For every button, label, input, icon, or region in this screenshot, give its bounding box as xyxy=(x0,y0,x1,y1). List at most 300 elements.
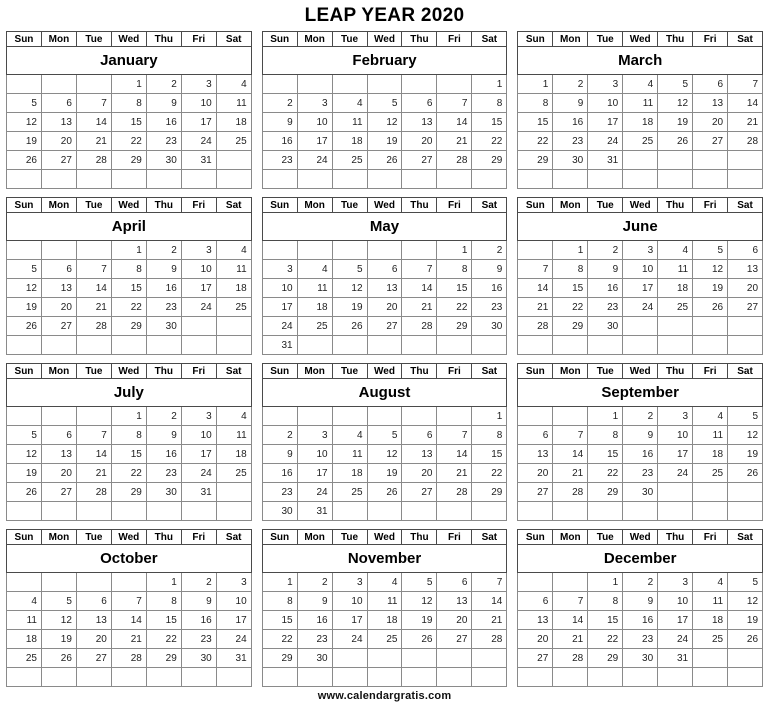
day-cell-march-4[interactable]: 4 xyxy=(623,75,658,94)
day-cell-may-8[interactable]: 8 xyxy=(437,260,472,279)
day-cell-may-22[interactable]: 22 xyxy=(437,298,472,317)
day-cell-january-17[interactable]: 17 xyxy=(181,113,216,132)
day-cell-december-15[interactable]: 15 xyxy=(588,611,623,630)
day-cell-may-25[interactable]: 25 xyxy=(297,317,332,336)
day-cell-november-30[interactable]: 30 xyxy=(297,649,332,668)
day-cell-december-30[interactable]: 30 xyxy=(623,649,658,668)
day-cell-may-7[interactable]: 7 xyxy=(402,260,437,279)
day-cell-november-13[interactable]: 13 xyxy=(437,592,472,611)
day-cell-january-27[interactable]: 27 xyxy=(41,151,76,170)
day-cell-may-6[interactable]: 6 xyxy=(367,260,402,279)
day-cell-may-4[interactable]: 4 xyxy=(297,260,332,279)
day-cell-may-29[interactable]: 29 xyxy=(437,317,472,336)
day-cell-february-4[interactable]: 4 xyxy=(332,94,367,113)
day-cell-january-11[interactable]: 11 xyxy=(216,94,251,113)
day-cell-april-6[interactable]: 6 xyxy=(41,260,76,279)
day-cell-february-17[interactable]: 17 xyxy=(297,132,332,151)
day-cell-july-10[interactable]: 10 xyxy=(181,426,216,445)
day-cell-september-6[interactable]: 6 xyxy=(518,426,553,445)
day-cell-may-21[interactable]: 21 xyxy=(402,298,437,317)
day-cell-april-12[interactable]: 12 xyxy=(7,279,42,298)
day-cell-february-29[interactable]: 29 xyxy=(472,151,507,170)
day-cell-august-23[interactable]: 23 xyxy=(262,483,297,502)
day-cell-november-7[interactable]: 7 xyxy=(472,573,507,592)
day-cell-july-16[interactable]: 16 xyxy=(146,445,181,464)
day-cell-september-14[interactable]: 14 xyxy=(553,445,588,464)
day-cell-january-15[interactable]: 15 xyxy=(111,113,146,132)
day-cell-october-25[interactable]: 25 xyxy=(7,649,42,668)
day-cell-december-7[interactable]: 7 xyxy=(553,592,588,611)
day-cell-august-1[interactable]: 1 xyxy=(472,407,507,426)
day-cell-july-11[interactable]: 11 xyxy=(216,426,251,445)
day-cell-september-18[interactable]: 18 xyxy=(693,445,728,464)
day-cell-september-9[interactable]: 9 xyxy=(623,426,658,445)
day-cell-november-27[interactable]: 27 xyxy=(437,630,472,649)
month-block-july[interactable] xyxy=(6,363,252,521)
day-cell-october-12[interactable]: 12 xyxy=(41,611,76,630)
day-cell-august-20[interactable]: 20 xyxy=(402,464,437,483)
day-cell-june-27[interactable]: 27 xyxy=(728,298,763,317)
day-cell-february-7[interactable]: 7 xyxy=(437,94,472,113)
day-cell-november-9[interactable]: 9 xyxy=(297,592,332,611)
day-cell-june-10[interactable]: 10 xyxy=(623,260,658,279)
day-cell-january-16[interactable]: 16 xyxy=(146,113,181,132)
day-cell-october-17[interactable]: 17 xyxy=(216,611,251,630)
day-cell-june-7[interactable]: 7 xyxy=(518,260,553,279)
day-cell-may-30[interactable]: 30 xyxy=(472,317,507,336)
day-cell-may-9[interactable]: 9 xyxy=(472,260,507,279)
day-cell-may-5[interactable]: 5 xyxy=(332,260,367,279)
day-cell-april-25[interactable]: 25 xyxy=(216,298,251,317)
day-cell-january-23[interactable]: 23 xyxy=(146,132,181,151)
day-cell-august-3[interactable]: 3 xyxy=(297,426,332,445)
day-cell-february-13[interactable]: 13 xyxy=(402,113,437,132)
day-cell-november-12[interactable]: 12 xyxy=(402,592,437,611)
day-cell-february-16[interactable]: 16 xyxy=(262,132,297,151)
day-cell-september-29[interactable]: 29 xyxy=(588,483,623,502)
day-cell-january-29[interactable]: 29 xyxy=(111,151,146,170)
day-cell-september-3[interactable]: 3 xyxy=(658,407,693,426)
day-cell-september-22[interactable]: 22 xyxy=(588,464,623,483)
day-cell-june-18[interactable]: 18 xyxy=(658,279,693,298)
day-cell-april-13[interactable]: 13 xyxy=(41,279,76,298)
day-cell-july-22[interactable]: 22 xyxy=(111,464,146,483)
day-cell-august-9[interactable]: 9 xyxy=(262,445,297,464)
day-cell-january-7[interactable]: 7 xyxy=(76,94,111,113)
month-block-september[interactable] xyxy=(517,363,763,521)
day-cell-april-5[interactable]: 5 xyxy=(7,260,42,279)
day-cell-march-23[interactable]: 23 xyxy=(553,132,588,151)
day-cell-september-23[interactable]: 23 xyxy=(623,464,658,483)
day-cell-february-11[interactable]: 11 xyxy=(332,113,367,132)
day-cell-october-9[interactable]: 9 xyxy=(181,592,216,611)
day-cell-december-19[interactable]: 19 xyxy=(728,611,763,630)
day-cell-december-13[interactable]: 13 xyxy=(518,611,553,630)
day-cell-november-20[interactable]: 20 xyxy=(437,611,472,630)
month-block-october[interactable] xyxy=(6,529,252,687)
day-cell-january-18[interactable]: 18 xyxy=(216,113,251,132)
day-cell-november-11[interactable]: 11 xyxy=(367,592,402,611)
day-cell-july-27[interactable]: 27 xyxy=(41,483,76,502)
day-cell-june-22[interactable]: 22 xyxy=(553,298,588,317)
day-cell-september-19[interactable]: 19 xyxy=(728,445,763,464)
day-cell-december-26[interactable]: 26 xyxy=(728,630,763,649)
day-cell-october-6[interactable]: 6 xyxy=(76,592,111,611)
day-cell-september-7[interactable]: 7 xyxy=(553,426,588,445)
day-cell-march-20[interactable]: 20 xyxy=(693,113,728,132)
day-cell-may-3[interactable]: 3 xyxy=(262,260,297,279)
day-cell-november-8[interactable]: 8 xyxy=(262,592,297,611)
day-cell-march-15[interactable]: 15 xyxy=(518,113,553,132)
day-cell-march-13[interactable]: 13 xyxy=(693,94,728,113)
day-cell-december-6[interactable]: 6 xyxy=(518,592,553,611)
day-cell-july-31[interactable]: 31 xyxy=(181,483,216,502)
day-cell-february-27[interactable]: 27 xyxy=(402,151,437,170)
day-cell-may-14[interactable]: 14 xyxy=(402,279,437,298)
day-cell-july-30[interactable]: 30 xyxy=(146,483,181,502)
day-cell-may-19[interactable]: 19 xyxy=(332,298,367,317)
day-cell-december-25[interactable]: 25 xyxy=(693,630,728,649)
day-cell-june-25[interactable]: 25 xyxy=(658,298,693,317)
day-cell-march-28[interactable]: 28 xyxy=(728,132,763,151)
day-cell-april-30[interactable]: 30 xyxy=(146,317,181,336)
day-cell-april-10[interactable]: 10 xyxy=(181,260,216,279)
day-cell-december-17[interactable]: 17 xyxy=(658,611,693,630)
day-cell-july-6[interactable]: 6 xyxy=(41,426,76,445)
day-cell-october-16[interactable]: 16 xyxy=(181,611,216,630)
day-cell-december-4[interactable]: 4 xyxy=(693,573,728,592)
day-cell-june-13[interactable]: 13 xyxy=(728,260,763,279)
day-cell-march-26[interactable]: 26 xyxy=(658,132,693,151)
day-cell-november-28[interactable]: 28 xyxy=(472,630,507,649)
day-cell-june-11[interactable]: 11 xyxy=(658,260,693,279)
day-cell-january-14[interactable]: 14 xyxy=(76,113,111,132)
month-block-january[interactable] xyxy=(6,31,252,189)
day-cell-july-20[interactable]: 20 xyxy=(41,464,76,483)
day-cell-september-24[interactable]: 24 xyxy=(658,464,693,483)
day-cell-november-22[interactable]: 22 xyxy=(262,630,297,649)
day-cell-april-2[interactable]: 2 xyxy=(146,241,181,260)
month-block-may[interactable] xyxy=(262,197,508,355)
day-cell-september-2[interactable]: 2 xyxy=(623,407,658,426)
day-cell-july-8[interactable]: 8 xyxy=(111,426,146,445)
day-cell-august-31[interactable]: 31 xyxy=(297,502,332,521)
day-cell-december-31[interactable]: 31 xyxy=(658,649,693,668)
day-cell-july-15[interactable]: 15 xyxy=(111,445,146,464)
day-cell-june-8[interactable]: 8 xyxy=(553,260,588,279)
day-cell-august-18[interactable]: 18 xyxy=(332,464,367,483)
day-cell-july-1[interactable]: 1 xyxy=(111,407,146,426)
day-cell-march-27[interactable]: 27 xyxy=(693,132,728,151)
day-cell-october-13[interactable]: 13 xyxy=(76,611,111,630)
day-cell-september-16[interactable]: 16 xyxy=(623,445,658,464)
day-cell-january-24[interactable]: 24 xyxy=(181,132,216,151)
day-cell-april-17[interactable]: 17 xyxy=(181,279,216,298)
day-cell-october-7[interactable]: 7 xyxy=(111,592,146,611)
day-cell-august-2[interactable]: 2 xyxy=(262,426,297,445)
day-cell-january-22[interactable]: 22 xyxy=(111,132,146,151)
day-cell-august-7[interactable]: 7 xyxy=(437,426,472,445)
day-cell-august-12[interactable]: 12 xyxy=(367,445,402,464)
day-cell-july-18[interactable]: 18 xyxy=(216,445,251,464)
day-cell-february-20[interactable]: 20 xyxy=(402,132,437,151)
day-cell-april-16[interactable]: 16 xyxy=(146,279,181,298)
day-cell-september-12[interactable]: 12 xyxy=(728,426,763,445)
day-cell-september-28[interactable]: 28 xyxy=(553,483,588,502)
day-cell-may-13[interactable]: 13 xyxy=(367,279,402,298)
day-cell-march-7[interactable]: 7 xyxy=(728,75,763,94)
day-cell-february-8[interactable]: 8 xyxy=(472,94,507,113)
day-cell-august-25[interactable]: 25 xyxy=(332,483,367,502)
month-block-april[interactable] xyxy=(6,197,252,355)
day-cell-july-17[interactable]: 17 xyxy=(181,445,216,464)
day-cell-march-6[interactable]: 6 xyxy=(693,75,728,94)
day-cell-october-18[interactable]: 18 xyxy=(7,630,42,649)
day-cell-may-17[interactable]: 17 xyxy=(262,298,297,317)
day-cell-august-17[interactable]: 17 xyxy=(297,464,332,483)
day-cell-june-15[interactable]: 15 xyxy=(553,279,588,298)
day-cell-april-24[interactable]: 24 xyxy=(181,298,216,317)
day-cell-september-30[interactable]: 30 xyxy=(623,483,658,502)
day-cell-april-26[interactable]: 26 xyxy=(7,317,42,336)
day-cell-march-11[interactable]: 11 xyxy=(623,94,658,113)
day-cell-april-19[interactable]: 19 xyxy=(7,298,42,317)
day-cell-july-3[interactable]: 3 xyxy=(181,407,216,426)
day-cell-june-1[interactable]: 1 xyxy=(553,241,588,260)
day-cell-november-1[interactable]: 1 xyxy=(262,573,297,592)
day-cell-september-26[interactable]: 26 xyxy=(728,464,763,483)
day-cell-february-22[interactable]: 22 xyxy=(472,132,507,151)
day-cell-june-17[interactable]: 17 xyxy=(623,279,658,298)
day-cell-october-3[interactable]: 3 xyxy=(216,573,251,592)
day-cell-january-12[interactable]: 12 xyxy=(7,113,42,132)
day-cell-august-8[interactable]: 8 xyxy=(472,426,507,445)
day-cell-march-5[interactable]: 5 xyxy=(658,75,693,94)
day-cell-may-16[interactable]: 16 xyxy=(472,279,507,298)
day-cell-november-4[interactable]: 4 xyxy=(367,573,402,592)
day-cell-october-11[interactable]: 11 xyxy=(7,611,42,630)
day-cell-march-31[interactable]: 31 xyxy=(588,151,623,170)
day-cell-march-30[interactable]: 30 xyxy=(553,151,588,170)
day-cell-october-20[interactable]: 20 xyxy=(76,630,111,649)
day-cell-march-29[interactable]: 29 xyxy=(518,151,553,170)
day-cell-april-4[interactable]: 4 xyxy=(216,241,251,260)
day-cell-march-25[interactable]: 25 xyxy=(623,132,658,151)
day-cell-november-26[interactable]: 26 xyxy=(402,630,437,649)
day-cell-march-2[interactable]: 2 xyxy=(553,75,588,94)
day-cell-june-6[interactable]: 6 xyxy=(728,241,763,260)
day-cell-march-22[interactable]: 22 xyxy=(518,132,553,151)
day-cell-september-13[interactable]: 13 xyxy=(518,445,553,464)
day-cell-february-23[interactable]: 23 xyxy=(262,151,297,170)
day-cell-march-1[interactable]: 1 xyxy=(518,75,553,94)
day-cell-april-9[interactable]: 9 xyxy=(146,260,181,279)
day-cell-february-12[interactable]: 12 xyxy=(367,113,402,132)
day-cell-december-5[interactable]: 5 xyxy=(728,573,763,592)
day-cell-june-12[interactable]: 12 xyxy=(693,260,728,279)
day-cell-december-16[interactable]: 16 xyxy=(623,611,658,630)
day-cell-may-2[interactable]: 2 xyxy=(472,241,507,260)
day-cell-april-1[interactable]: 1 xyxy=(111,241,146,260)
day-cell-march-3[interactable]: 3 xyxy=(588,75,623,94)
day-cell-june-14[interactable]: 14 xyxy=(518,279,553,298)
day-cell-november-25[interactable]: 25 xyxy=(367,630,402,649)
day-cell-august-6[interactable]: 6 xyxy=(402,426,437,445)
day-cell-june-28[interactable]: 28 xyxy=(518,317,553,336)
day-cell-october-21[interactable]: 21 xyxy=(111,630,146,649)
day-cell-march-14[interactable]: 14 xyxy=(728,94,763,113)
day-cell-july-28[interactable]: 28 xyxy=(76,483,111,502)
day-cell-october-15[interactable]: 15 xyxy=(146,611,181,630)
day-cell-october-5[interactable]: 5 xyxy=(41,592,76,611)
day-cell-march-16[interactable]: 16 xyxy=(553,113,588,132)
day-cell-august-22[interactable]: 22 xyxy=(472,464,507,483)
day-cell-february-9[interactable]: 9 xyxy=(262,113,297,132)
day-cell-november-23[interactable]: 23 xyxy=(297,630,332,649)
day-cell-february-25[interactable]: 25 xyxy=(332,151,367,170)
month-block-february[interactable] xyxy=(262,31,508,189)
day-cell-october-26[interactable]: 26 xyxy=(41,649,76,668)
day-cell-june-23[interactable]: 23 xyxy=(588,298,623,317)
day-cell-november-19[interactable]: 19 xyxy=(402,611,437,630)
day-cell-october-4[interactable]: 4 xyxy=(7,592,42,611)
day-cell-january-10[interactable]: 10 xyxy=(181,94,216,113)
day-cell-november-10[interactable]: 10 xyxy=(332,592,367,611)
day-cell-july-7[interactable]: 7 xyxy=(76,426,111,445)
day-cell-june-5[interactable]: 5 xyxy=(693,241,728,260)
day-cell-april-22[interactable]: 22 xyxy=(111,298,146,317)
day-cell-december-14[interactable]: 14 xyxy=(553,611,588,630)
day-cell-april-28[interactable]: 28 xyxy=(76,317,111,336)
day-cell-may-28[interactable]: 28 xyxy=(402,317,437,336)
day-cell-october-30[interactable]: 30 xyxy=(181,649,216,668)
day-cell-march-9[interactable]: 9 xyxy=(553,94,588,113)
day-cell-april-23[interactable]: 23 xyxy=(146,298,181,317)
day-cell-january-28[interactable]: 28 xyxy=(76,151,111,170)
day-cell-april-7[interactable]: 7 xyxy=(76,260,111,279)
day-cell-february-26[interactable]: 26 xyxy=(367,151,402,170)
day-cell-december-10[interactable]: 10 xyxy=(658,592,693,611)
day-cell-august-28[interactable]: 28 xyxy=(437,483,472,502)
day-cell-january-5[interactable]: 5 xyxy=(7,94,42,113)
day-cell-february-2[interactable]: 2 xyxy=(262,94,297,113)
day-cell-december-3[interactable]: 3 xyxy=(658,573,693,592)
day-cell-february-10[interactable]: 10 xyxy=(297,113,332,132)
day-cell-february-28[interactable]: 28 xyxy=(437,151,472,170)
day-cell-september-5[interactable]: 5 xyxy=(728,407,763,426)
day-cell-october-23[interactable]: 23 xyxy=(181,630,216,649)
day-cell-december-23[interactable]: 23 xyxy=(623,630,658,649)
day-cell-october-2[interactable]: 2 xyxy=(181,573,216,592)
day-cell-december-18[interactable]: 18 xyxy=(693,611,728,630)
day-cell-january-13[interactable]: 13 xyxy=(41,113,76,132)
day-cell-january-19[interactable]: 19 xyxy=(7,132,42,151)
day-cell-august-5[interactable]: 5 xyxy=(367,426,402,445)
day-cell-january-30[interactable]: 30 xyxy=(146,151,181,170)
day-cell-november-16[interactable]: 16 xyxy=(297,611,332,630)
month-block-august[interactable] xyxy=(262,363,508,521)
day-cell-november-18[interactable]: 18 xyxy=(367,611,402,630)
day-cell-september-4[interactable]: 4 xyxy=(693,407,728,426)
day-cell-july-21[interactable]: 21 xyxy=(76,464,111,483)
day-cell-may-10[interactable]: 10 xyxy=(262,279,297,298)
day-cell-september-21[interactable]: 21 xyxy=(553,464,588,483)
day-cell-june-20[interactable]: 20 xyxy=(728,279,763,298)
day-cell-august-10[interactable]: 10 xyxy=(297,445,332,464)
day-cell-may-23[interactable]: 23 xyxy=(472,298,507,317)
day-cell-february-1[interactable]: 1 xyxy=(472,75,507,94)
day-cell-march-8[interactable]: 8 xyxy=(518,94,553,113)
day-cell-november-21[interactable]: 21 xyxy=(472,611,507,630)
day-cell-october-14[interactable]: 14 xyxy=(111,611,146,630)
day-cell-july-13[interactable]: 13 xyxy=(41,445,76,464)
day-cell-may-15[interactable]: 15 xyxy=(437,279,472,298)
day-cell-october-28[interactable]: 28 xyxy=(111,649,146,668)
day-cell-april-29[interactable]: 29 xyxy=(111,317,146,336)
day-cell-may-26[interactable]: 26 xyxy=(332,317,367,336)
day-cell-november-6[interactable]: 6 xyxy=(437,573,472,592)
day-cell-september-10[interactable]: 10 xyxy=(658,426,693,445)
day-cell-december-27[interactable]: 27 xyxy=(518,649,553,668)
day-cell-november-3[interactable]: 3 xyxy=(332,573,367,592)
day-cell-may-11[interactable]: 11 xyxy=(297,279,332,298)
day-cell-january-25[interactable]: 25 xyxy=(216,132,251,151)
day-cell-july-14[interactable]: 14 xyxy=(76,445,111,464)
day-cell-december-9[interactable]: 9 xyxy=(623,592,658,611)
day-cell-may-18[interactable]: 18 xyxy=(297,298,332,317)
day-cell-september-8[interactable]: 8 xyxy=(588,426,623,445)
day-cell-february-3[interactable]: 3 xyxy=(297,94,332,113)
day-cell-september-1[interactable]: 1 xyxy=(588,407,623,426)
day-cell-january-9[interactable]: 9 xyxy=(146,94,181,113)
day-cell-august-13[interactable]: 13 xyxy=(402,445,437,464)
day-cell-february-21[interactable]: 21 xyxy=(437,132,472,151)
day-cell-december-24[interactable]: 24 xyxy=(658,630,693,649)
day-cell-february-14[interactable]: 14 xyxy=(437,113,472,132)
day-cell-august-15[interactable]: 15 xyxy=(472,445,507,464)
day-cell-december-29[interactable]: 29 xyxy=(588,649,623,668)
day-cell-march-18[interactable]: 18 xyxy=(623,113,658,132)
day-cell-february-6[interactable]: 6 xyxy=(402,94,437,113)
day-cell-may-31[interactable]: 31 xyxy=(262,336,297,355)
day-cell-january-3[interactable]: 3 xyxy=(181,75,216,94)
day-cell-june-26[interactable]: 26 xyxy=(693,298,728,317)
day-cell-november-5[interactable]: 5 xyxy=(402,573,437,592)
day-cell-october-31[interactable]: 31 xyxy=(216,649,251,668)
day-cell-june-9[interactable]: 9 xyxy=(588,260,623,279)
day-cell-august-16[interactable]: 16 xyxy=(262,464,297,483)
day-cell-october-27[interactable]: 27 xyxy=(76,649,111,668)
month-block-december[interactable] xyxy=(517,529,763,687)
day-cell-april-15[interactable]: 15 xyxy=(111,279,146,298)
day-cell-november-29[interactable]: 29 xyxy=(262,649,297,668)
day-cell-september-17[interactable]: 17 xyxy=(658,445,693,464)
day-cell-august-30[interactable]: 30 xyxy=(262,502,297,521)
day-cell-may-24[interactable]: 24 xyxy=(262,317,297,336)
day-cell-january-20[interactable]: 20 xyxy=(41,132,76,151)
day-cell-november-14[interactable]: 14 xyxy=(472,592,507,611)
day-cell-july-9[interactable]: 9 xyxy=(146,426,181,445)
day-cell-october-29[interactable]: 29 xyxy=(146,649,181,668)
day-cell-march-19[interactable]: 19 xyxy=(658,113,693,132)
day-cell-january-1[interactable]: 1 xyxy=(111,75,146,94)
day-cell-july-23[interactable]: 23 xyxy=(146,464,181,483)
day-cell-january-21[interactable]: 21 xyxy=(76,132,111,151)
month-block-june[interactable] xyxy=(517,197,763,355)
day-cell-august-24[interactable]: 24 xyxy=(297,483,332,502)
day-cell-december-8[interactable]: 8 xyxy=(588,592,623,611)
day-cell-january-4[interactable]: 4 xyxy=(216,75,251,94)
